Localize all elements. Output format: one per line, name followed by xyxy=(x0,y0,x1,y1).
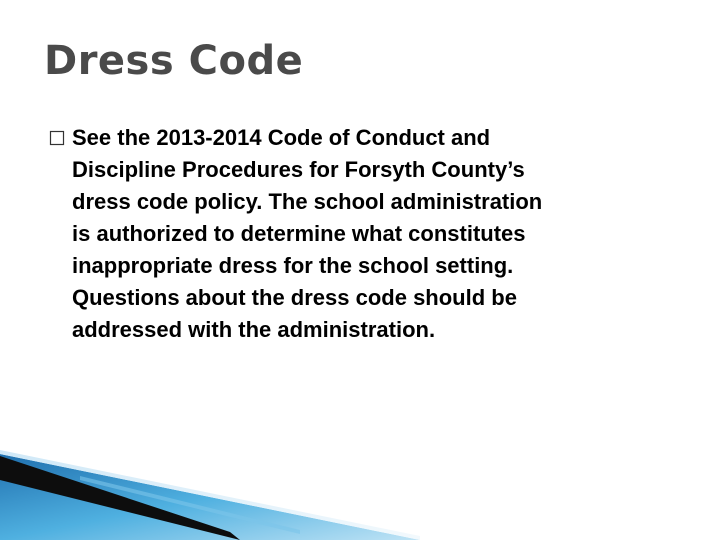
bullet-text: See the 2013-2014 Code of Conduct and Discipline Procedures for Forsyth County’s dress code policy. The school administration is authorized to determine what constitutes inappropriate dress for the school setting. Questions about the dress code should be addressed with the administration. xyxy=(72,125,543,342)
slide-title: Dress Code xyxy=(44,38,304,84)
decorative-wave-graphic xyxy=(0,440,420,540)
body-text-box xyxy=(46,122,686,346)
hollow-square-bullet-icon xyxy=(46,127,68,149)
bullet-item xyxy=(46,122,686,346)
